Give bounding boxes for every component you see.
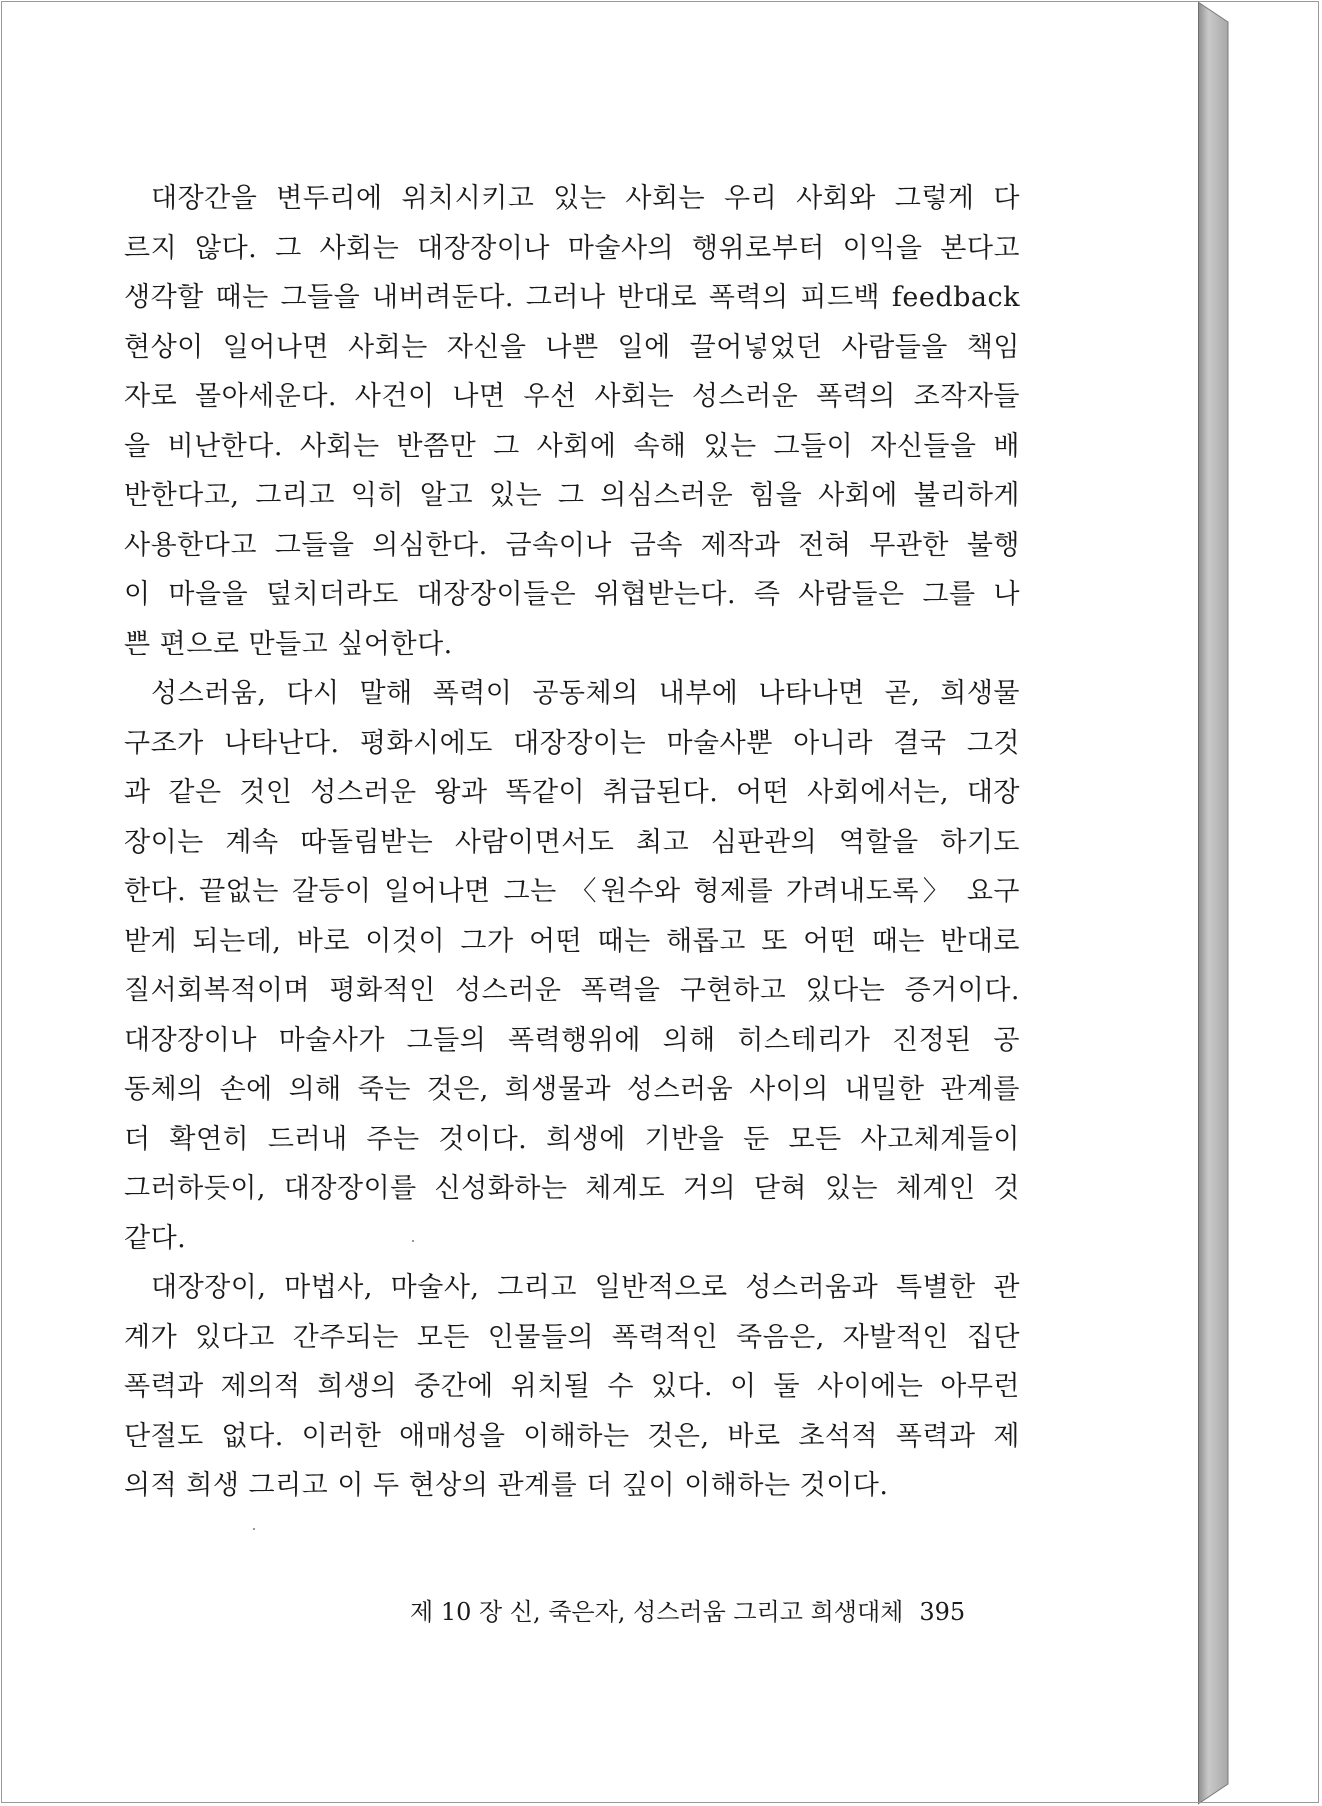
text-line: 이 마을을 덮치더라도 대장장이들은 위협받는다. 즉 사람들은 그를 나 — [124, 579, 1020, 610]
text-line: 사용한다고 그들을 의심한다. 금속이나 금속 제작과 전혀 무관한 불행 — [124, 529, 1020, 561]
text-line: 단절도 없다. 이러한 애매성을 이해하는 것은, 바로 초석적 폭력과 제 — [124, 1420, 1020, 1452]
text-line: 생각할 때는 그들을 내버려둔다. 그러나 반대로 폭력의 피드백 feedback — [124, 282, 1020, 313]
text-line: 을 비난한다. 사회는 반쯤만 그 사회에 속해 있는 그들이 자신들을 배 — [124, 430, 1020, 462]
text-line: 르지 않다. 그 사회는 대장장이나 마술사의 행위로부터 이익을 본다고 — [124, 232, 1020, 264]
text-line: 그러하듯이, 대장장이를 신성화하는 체계도 거의 닫혀 있는 체계인 것 — [124, 1173, 1020, 1204]
text-line: 같다. — [124, 1222, 187, 1254]
text-line: 폭력과 제의적 희생의 중간에 위치될 수 있다. 이 둘 사이에는 아무런 — [124, 1371, 1020, 1402]
text-line: 더 확연히 드러내 주는 것이다. 희생에 기반을 둔 모든 사고체계들이 — [124, 1123, 1020, 1155]
text-line: 자로 몰아세운다. 사건이 나면 우선 사회는 성스러운 폭력의 조작자들 — [124, 381, 1020, 412]
running-head: 제 10 장 신, 죽은자, 성스러움 그리고 희생대체 — [410, 1598, 904, 1626]
text-line: 구조가 나타난다. 평화시에도 대장장이는 마술사뿐 아니라 결국 그것 — [124, 727, 1020, 759]
text-line: 반한다고, 그리고 익히 알고 있는 그 의심스러운 힘을 사회에 불리하게 — [124, 480, 1020, 511]
text-line: 현상이 일어나면 사회는 자신을 나쁜 일에 끌어넣었던 사람들을 책임 — [124, 331, 1020, 363]
text-line: 한다. 끝없는 갈등이 일어나면 그는 〈원수와 형제를 가려내도록〉 요구 — [124, 876, 1020, 907]
text-line: 대장장이, 마법사, 마술사, 그리고 일반적으로 성스러움과 특별한 관 — [151, 1272, 1020, 1303]
text-line: 성스러움, 다시 말해 폭력이 공동체의 내부에 나타나면 곧, 희생물 — [151, 678, 1020, 709]
text-line: 대장간을 변두리에 위치시키고 있는 사회는 우리 사회와 그렇게 다 — [151, 183, 1020, 214]
text-line: 과 같은 것인 성스러운 왕과 똑같이 취급된다. 어떤 사회에서는, 대장 — [124, 777, 1020, 808]
text-line: 의적 희생 그리고 이 두 현상의 관계를 더 깊이 이해하는 것이다. — [124, 1470, 889, 1501]
image-frame — [1, 1, 1319, 1803]
text-line: 대장장이나 마술사가 그들의 폭력행위에 의해 히스테리가 진정된 공 — [124, 1024, 1020, 1056]
text-line: 동체의 손에 의해 죽는 것은, 희생물과 성스러움 사이의 내밀한 관계를 — [124, 1074, 1020, 1105]
text-line: 장이는 계속 따돌림받는 사람이면서도 최고 심판관의 역할을 하기도 — [124, 826, 1020, 858]
page-number: 395 — [919, 1598, 966, 1626]
text-line: 쁜 편으로 만들고 싶어한다. — [124, 628, 453, 660]
text-line: 질서회복적이며 평화적인 성스러운 폭력을 구현하고 있다는 증거이다. — [124, 975, 1020, 1006]
text-line: 계가 있다고 간주되는 모든 인물들의 폭력적인 죽음은, 자발적인 집단 — [124, 1321, 1020, 1353]
text-line: 받게 되는데, 바로 이것이 그가 어떤 때는 해롭고 또 어떤 때는 반대로 — [124, 925, 1020, 957]
